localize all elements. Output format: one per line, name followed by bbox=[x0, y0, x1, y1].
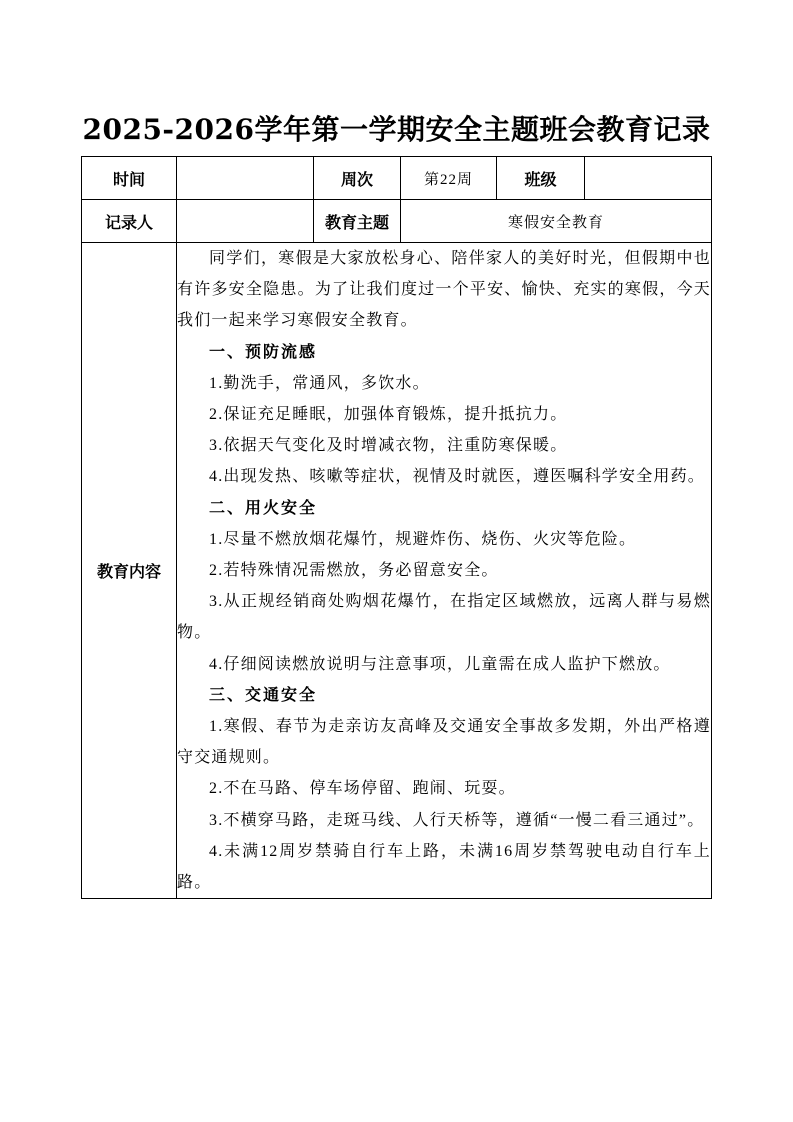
recorder-value bbox=[177, 200, 314, 243]
recorder-label: 记录人 bbox=[82, 200, 177, 243]
list-item: 1.寒假、春节为走亲访友高峰及交通安全事故多发期，外出严格遵守交通规则。 bbox=[177, 718, 711, 767]
class-value bbox=[585, 157, 712, 200]
section-heading: 二、用火安全 bbox=[209, 499, 318, 517]
theme-label: 教育主题 bbox=[314, 200, 401, 243]
list-item: 2.保证充足睡眠，加强体育锻炼，提升抵抗力。 bbox=[209, 406, 568, 424]
table-row bbox=[82, 157, 712, 200]
list-item: 3.从正规经销商处购烟花爆竹，在指定区域燃放，远离人群与易燃物。 bbox=[177, 593, 711, 642]
time-label: 时间 bbox=[82, 157, 177, 200]
list-item: 1.尽量不燃放烟花爆竹，规避炸伤、烧伤、火灾等危险。 bbox=[209, 530, 637, 548]
list-item: 4.仔细阅读燃放说明与注意事项，儿童需在成人监护下燃放。 bbox=[209, 655, 671, 673]
section-heading: 三、交通安全 bbox=[209, 686, 318, 704]
table-row bbox=[82, 243, 712, 899]
content-body bbox=[177, 243, 712, 899]
list-item: 4.出现发热、咳嗽等症状，视情及时就医，遵医嘱科学安全用药。 bbox=[209, 468, 706, 486]
intro-paragraph: 同学们，寒假是大家放松身心、陪伴家人的美好时光，但假期中也有许多安全隐患。为了让我们度过一个平安、愉快、充实的寒假，今天我们一起来学习寒假安全教育。 bbox=[177, 250, 711, 330]
table-row bbox=[82, 200, 712, 243]
week-label: 周次 bbox=[314, 157, 401, 200]
list-item: 2.不在马路、停车场停留、跑闹、玩耍。 bbox=[209, 780, 516, 798]
theme-value: 寒假安全教育 bbox=[401, 200, 712, 243]
list-item: 3.不横穿马路，走斑马线、人行天桥等，遵循“一慢二看三通过”。 bbox=[209, 811, 705, 829]
list-item: 4.未满12周岁禁骑自行车上路，未满16周岁禁驾驶电动自行车上路。 bbox=[177, 842, 711, 892]
week-value: 第22周 bbox=[401, 157, 497, 200]
list-item: 3.依据天气变化及时增减衣物，注重防寒保暖。 bbox=[209, 437, 568, 455]
class-label: 班级 bbox=[497, 157, 585, 200]
record-table bbox=[81, 156, 712, 899]
time-value bbox=[177, 157, 314, 200]
section-heading: 一、预防流感 bbox=[209, 343, 318, 361]
content-label: 教育内容 bbox=[82, 243, 177, 899]
list-item: 1.勤洗手，常通风，多饮水。 bbox=[209, 374, 430, 392]
list-item: 2.若特殊情况需燃放，务必留意安全。 bbox=[209, 562, 499, 580]
page-title: 2025-2026学年第一学期安全主题班会教育记录 bbox=[82, 113, 711, 146]
